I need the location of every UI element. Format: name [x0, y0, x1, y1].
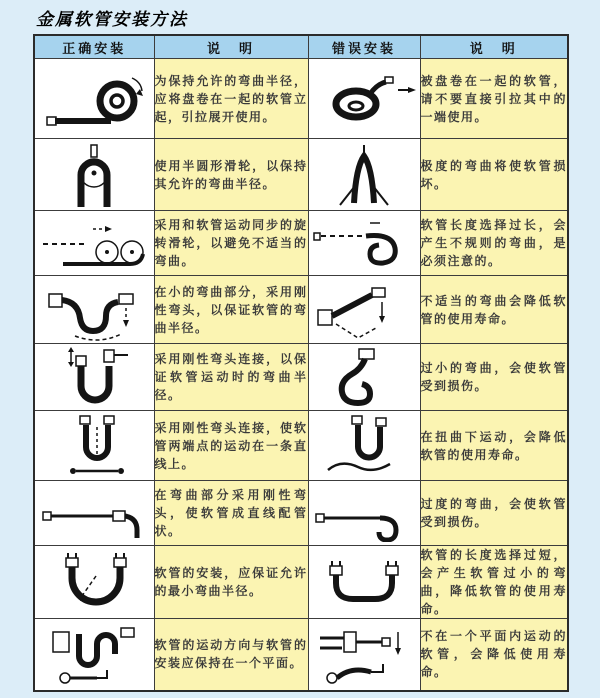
improper-sharp-bend-illustration [312, 278, 416, 342]
correct-illustration-cell [34, 411, 154, 481]
correct-illustration-cell [34, 59, 154, 139]
wrong-description: 软管的长度选择过短，会产生软管过小的弯曲，降低软管的使用寿命。 [420, 546, 568, 619]
table-row [34, 619, 568, 691]
not-one-plane-motion-illustration [312, 620, 416, 688]
torsion-motion-illustration [312, 413, 416, 479]
correct-illustration-cell [34, 139, 154, 211]
page-title: 金属软管安装方法 [36, 10, 188, 30]
wrong-illustration-cell [308, 481, 420, 546]
correct-description: 在弯曲部分采用刚性弯头，使软管成直线配管状。 [154, 481, 308, 546]
irregular-bend-loop-illustration [312, 214, 416, 272]
correct-illustration-cell [34, 546, 154, 619]
synchronized-pulleys-illustration [37, 214, 151, 272]
header-description-right: 说 明 [420, 35, 568, 59]
wrong-description: 过度的弯曲，会使软管受到损伤。 [420, 481, 568, 546]
extreme-bend-illustration [312, 143, 416, 207]
table-row [34, 546, 568, 619]
wrong-description: 被盘卷在一起的软管，请不要直接引拉其中的一端使用。 [420, 59, 568, 139]
u-hose-rigid-elbow-illustration [37, 346, 151, 408]
table-row [34, 211, 568, 276]
header-wrong-install: 错误安装 [308, 35, 420, 59]
table-row [34, 276, 568, 344]
coiled-hose-unrolled-illustration [37, 65, 151, 133]
wrong-illustration-cell [308, 276, 420, 344]
wrong-description: 极度的弯曲将使软管损坏。 [420, 139, 568, 211]
correct-illustration-cell [34, 619, 154, 691]
correct-description: 在小的弯曲部分，采用刚性弯头，以保证软管的弯曲半径。 [154, 276, 308, 344]
correct-illustration-cell [34, 481, 154, 546]
wrong-illustration-cell [308, 411, 420, 481]
table-row [34, 344, 568, 411]
correct-description: 采用刚性弯头连接，使软管两端点的运动在一条直线上。 [154, 411, 308, 481]
table-row [34, 139, 568, 211]
excessive-bend-hook-illustration [312, 484, 416, 542]
table-header-row [34, 35, 568, 59]
coiled-hose-pulled-end-illustration [312, 68, 416, 130]
wrong-illustration-cell [308, 344, 420, 411]
straight-piping-elbow-illustration [37, 484, 151, 542]
minimum-bend-radius-illustration [37, 550, 151, 614]
wrong-description: 不适当的弯曲会降低软管的使用寿命。 [420, 276, 568, 344]
wrong-illustration-cell [308, 546, 420, 619]
wrong-illustration-cell [308, 59, 420, 139]
correct-illustration-cell [34, 211, 154, 276]
wrong-illustration-cell [308, 619, 420, 691]
correct-description: 使用半圆形滑轮，以保持其允许的弯曲半径。 [154, 139, 308, 211]
correct-description: 采用刚性弯头连接，以保证软管运动时的弯曲半径。 [154, 344, 308, 411]
small-bend-hook-illustration [312, 346, 416, 408]
wrong-illustration-cell [308, 139, 420, 211]
table-row [34, 59, 568, 139]
hose-installation-table [33, 34, 569, 692]
pulley-with-hose-illustration [37, 143, 151, 207]
header-description-left: 说 明 [154, 35, 308, 59]
wrong-description: 软管长度选择过长，会产生不规则的弯曲，是必须注意的。 [420, 211, 568, 276]
correct-illustration-cell [34, 276, 154, 344]
table-row [34, 481, 568, 546]
straight-line-motion-illustration [37, 413, 151, 479]
correct-description: 为保持允许的弯曲半径，应将盘卷在一起的软管立起，引拉展开使用。 [154, 59, 308, 139]
correct-description: 软管的安装，应保证允许的最小弯曲半径。 [154, 546, 308, 619]
correct-illustration-cell [34, 344, 154, 411]
table-row [34, 411, 568, 481]
correct-description: 软管的运动方向与软管的安装应保持在一个平面。 [154, 619, 308, 691]
correct-description: 采用和软管运动同步的旋转滑轮，以避免不适当的弯曲。 [154, 211, 308, 276]
one-plane-installation-illustration [37, 620, 151, 688]
too-short-hose-illustration [312, 550, 416, 614]
header-correct-install: 正确安装 [34, 35, 154, 59]
wrong-description: 不在一个平面内运动的软管，会降低使用寿命。 [420, 619, 568, 691]
wrong-illustration-cell [308, 211, 420, 276]
rigid-elbow-s-bend-illustration [37, 278, 151, 342]
wrong-description: 过小的弯曲，会使软管受到损伤。 [420, 344, 568, 411]
wrong-description: 在扭曲下运动，会降低软管的使用寿命。 [420, 411, 568, 481]
